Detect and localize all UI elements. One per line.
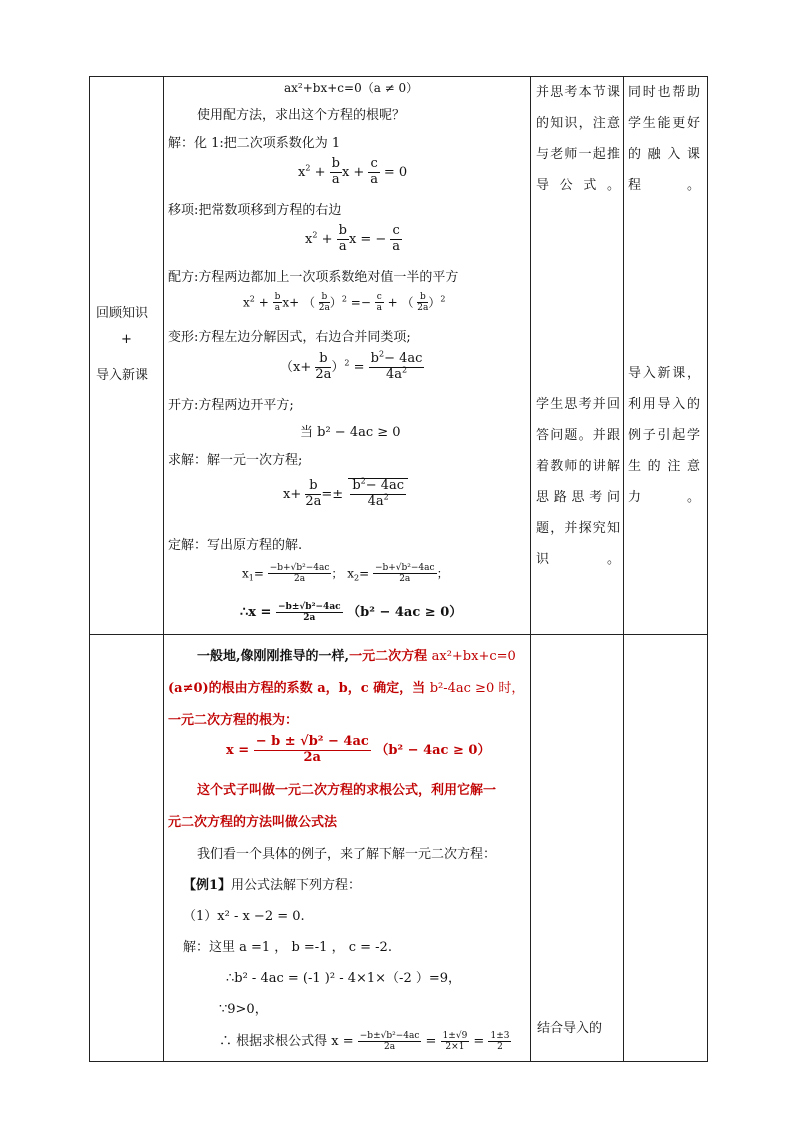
equation-roots: $x_1=$ $\frac{\text{−b+√b²−4ac}}{2a}$ ； $x_2=$ $\frac{\text{−b+√b²−4ac}}{2a}$ ； [242, 563, 449, 585]
condition-discriminant: 当 b² − 4ac ≥ 0 [300, 425, 401, 440]
student-activity-top: 并思考本节课的知识，注意与老师一起推导公式。 [536, 85, 620, 193]
step-solve: 求解：解一元一次方程; [168, 453, 303, 468]
formula-definition-line1: 这个式子叫做一元二次方程的求根公式，利用它解一 [197, 783, 497, 798]
equation-top: ax²+bx+c=0（a ≠ 0） [284, 81, 419, 95]
step-sqrt: 开方:方程两边开平方; [168, 398, 294, 413]
equation-factored: （x+ $\frac{b}{2a}$ ）$^2$ = $\frac{b^2- 4ac}{4a^2}$ [280, 349, 423, 382]
table-row-divider [89, 634, 707, 635]
stage-label-intro: 导入新课 [96, 368, 149, 383]
general-statement-line3: 一元二次方程的根为： [168, 713, 299, 728]
table-col-divider-1 [163, 76, 164, 1062]
step-define: 定解：写出原方程的解. [168, 538, 303, 553]
stage-label-review: 回顾知识 [96, 306, 149, 321]
question-text: 使用配方法，求出这个方程的根呢？ [197, 108, 406, 123]
step-complete-square: 配方:方程两边都加上一次项系数绝对值一半的平方 [168, 270, 459, 285]
formula-definition-line2: 元二次方程的方法叫做公式法 [168, 815, 338, 830]
general-statement-line2: (a≠0)的根由方程的系数 a，b，c 确定，当 b²-4ac ≥0 时， [168, 681, 525, 696]
step-factor: 变形:方程左边分解因式，右边合并同类项; [168, 330, 411, 345]
example-heading: 【例1】用公式法解下列方程： [183, 878, 362, 893]
table-border-left [89, 76, 90, 1062]
table-border-right [707, 76, 708, 1062]
equation-normalized: $x^2$ + $\frac{b}{a}$ x + $\frac{c}{a}$ = 0 [298, 156, 408, 187]
equation-completed: $x^2$ + $\frac{b}{a}$ x+ （ $\frac{b}{2a}$ ）$^2$ =− $\frac{c}{a}$ + （ $\frac{b}{2a}$ ）$^2$ [243, 292, 446, 314]
equation-sqrt: x+ $\frac{b}{2a}$ =± $\frac{b^2- 4ac}{4a^2}$ [283, 478, 408, 510]
student-activity-mid: 学生思考并回答问题。并跟着教师的讲解思路思考问题，并探究知识。 [536, 397, 620, 567]
example-root: ∴ 根据求根公式得 x = $\frac{\text{−b±√b²−4ac}}{2a}$ = $\frac{1\pm√9}{2\times 1}$ = $\frac{1\pm 3}{2}$ [219, 1030, 510, 1052]
step-move-term: 移项:把常数项移到方程的右边 [168, 203, 342, 218]
equation-moved: $x^2$ + $\frac{b}{a}$ x = − $\frac{c}{a}$ [305, 223, 400, 254]
example-problem: （1）x² - x −2 = 0. [183, 909, 305, 924]
design-intent-top: 同时也帮助学生能更好的融入课程。 [628, 85, 700, 193]
example-since: ∵9>0， [219, 1002, 268, 1017]
step-normalize: 解：化 1:把二次项系数化为 1 [168, 136, 341, 151]
quadratic-formula: x = $\frac{\text{− b ± √b² − 4ac}}{2a}$ （b² − 4ac ≥ 0） [226, 734, 491, 765]
table-col-divider-3 [623, 76, 624, 1062]
stage-label-plus: + [121, 332, 132, 347]
student-activity-bottom: 结合导入的 [537, 1021, 603, 1036]
example-discriminant: ∴b² - 4ac = (-1 )² - 4×1×（-2 ）=9， [226, 971, 462, 986]
example-solution: 解：这里 a =1 ， b =-1 ， c = -2. [183, 940, 392, 955]
table-col-divider-2 [530, 76, 531, 1062]
general-statement-line1: 一般地,像刚刚推导的一样,一元二次方程 ax²+bx+c=0 [197, 649, 516, 664]
design-intent-mid: 导入新课，利用导入的例子引起学生的注意力。 [628, 366, 700, 505]
equation-final: ∴x = $\frac{\text{−b±√b²−4ac}}{2a}$ （b² − 4ac ≥ 0） [240, 601, 463, 623]
table-border-bottom [89, 1061, 707, 1062]
example-intro: 我们看一个具体的例子，来了解下解一元二次方程： [197, 847, 497, 862]
